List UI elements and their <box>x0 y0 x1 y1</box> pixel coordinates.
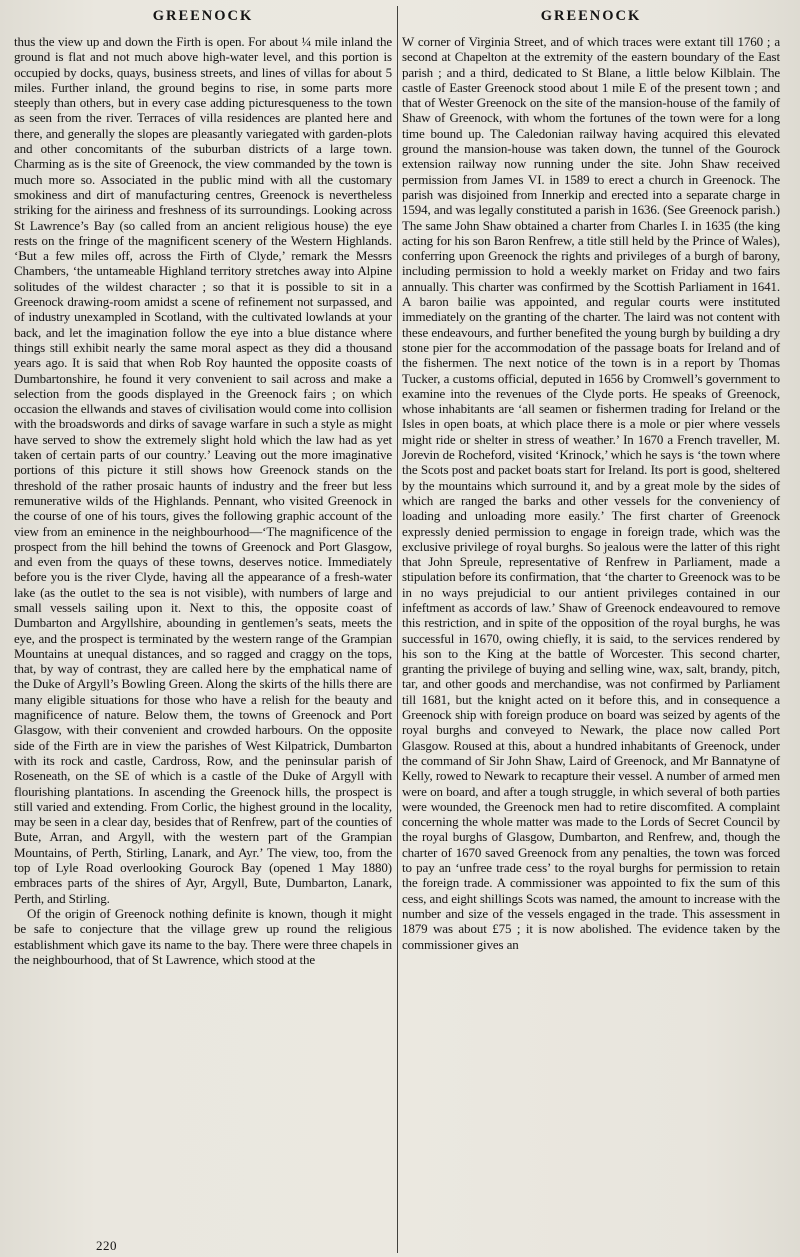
right-column <box>402 6 780 1253</box>
right-paragraph-continuation: W corner of Virginia Street, and of which traces were extant till 1760 ; a second at Chapelton at the extremity of the eastern boundary of the East parish ; and a third, dedicated to St Blane, a little below Kilblain. The castle of Easter Greenock stood about 1 mile E of the present town ; and that of Wester Greenock on the site of the mansion-house of the family of Shaw of Greenock, with whom the fortunes of the town were for a long time bound up. The Caledonian railway having acquired this elevated ground the mansion-house was taken down, the tunnel of the Gourock extension railway now running under the site. John Shaw received permission from James VI. in 1589 to erect a church in Greenock. The parish was disjoined from Innerkip and erected into a separate charge in 1594, and was legally constituted a parish in 1636. (See Greenock parish.) The same John Shaw obtained a charter from Charles I. in 1635 (the king acting for his son Baron Renfrew, a title still held by the Prince of Wales), conferring upon Greenock the rights and privileges of a burgh of barony, including permission to hold a weekly market on Friday and two fairs annually. This charter was confirmed by the Scottish Parliament in 1641. A baron bailie was appointed, and regular courts were instituted immediately on the granting of the charter. The laird was not content with these endeavours, and further benefited the young burgh by building a dry stone pier for the accommodation of the passage boats for Ireland and of the fishermen. The next notice of the town is in a report by Thomas Tucker, a customs official, deputed in 1656 by Cromwell’s government to examine into the revenues of the Clyde ports. He speaks of Greenock, whose inhabitants are ‘all seamen or fishermen trading for Ireland or the Isles in open boats, at which place there is a mole or pier where vessels might ride or shelter in stress of weather.’ In 1670 a French traveller, M. Jorevin de Rocheford, visited ‘Krinock,’ which he says is ‘the town where the Scots post and packet boats start for Ireland. Its port is good, sheltered by the mountains which surround it, and by a great mole by the sides of which are ranged the barks and other vessels for the conveniency of loading and unloading more easily.’ The first charter of Greenock expressly denied permission to engage in foreign trade, which was the exclusive privilege of royal burghs. So jealous were the latter of this right that John Spreule, representative of Renfrew in Parliament, made a stipulation before its confirmation, that ‘the charter to Greenock was to be in no ways prejudicial to our antient privileges contained in our infeftment as accords of law.’ Shaw of Greenock endeavoured to remove this restriction, and in spite of the opposition of the royal burghs, he was successful in 1670, owing chiefly, it is said, to the services rendered by his son to the King at the battle of Worcester. This second charter, granting the privilege of buying and selling wine, wax, salt, brandy, pitch, tar, and other goods and merchandise, was not confirmed by Parliament till 1681, but the knight acted on it before this, and in consequence a Greenock ship with foreign produce on board was seized by agents of the royal burghs and conveyed to Newark, the place now called Port Glasgow. Roused at this, about a hundred inhabitants of Greenock, under the command of Sir John Shaw, Laird of Greenock, and Mr Bannatyne of Kelly, rowed to Newark to recapture their vessel. A number of armed men were on board, and after a tough struggle, in which several of both parties were wounded, the Greenock men had to retire discomfited. A complaint concerning the whole matter was made to the Lords of Secret Council by the royal burghs of Glasgow, Dumbarton, and Renfrew, and, though the charter of 1670 saved Greenock from any penalties, the town was forced to pay an ‘unfree trade cess’ to the royal burghs for permission to retain the foreign trade. A commissioner was appointed to fix the sum of this cess, and eight shillings Scots was named, the amount to increase with the number and size of the vessels engaged in the trade. This assessment in 1879 was about £75 ; it is now abolished. The evidence taken by the commissioner gives an <box>402 34 780 952</box>
left-running-head: GREENOCK <box>152 8 254 24</box>
column-divider-rule <box>397 6 398 1253</box>
left-paragraph-origin-of-greenock: Of the origin of Greenock nothing definite is known, though it might be safe to conjecture that the village grew up round the religious establishment which gave its name to the bay. There were three chapels in the neighbourhood, that of St Lawrence, which stood at the <box>14 905 392 967</box>
page-number: 220 <box>96 1238 117 1253</box>
right-running-head: GREENOCK <box>540 8 642 24</box>
left-column <box>14 6 392 1253</box>
left-paragraph-continuation: thus the view up and down the Firth is open. For about ¼ mile inland the ground is flat and not much above high-water level, and this portion is occupied by docks, quays, business streets, and lines of villas for about 5 miles. Further inland, the ground begins to rise, in some parts more steeply than others, but in every case adding picturesqueness to the town as seen from the river. Terraces of villa residences are planted here and there, and generally the slopes are pleasantly variegated with garden-plots and other concomitants of the suburban districts of a large town. Charming as is the site of Greenock, the view commanded by the town is much more so. Associated in the public mind with all the customary smokiness and dirt of manufacturing centres, Greenock is nevertheless striking for the airiness and freshness of its surroundings. Looking across St Lawrence’s Bay (so called from an ancient religious house) the eye rests on the fringe of the magnificent scenery of the Western Highlands. ‘But a few miles off, across the Firth of Clyde,’ remark the Messrs Chambers, ‘the untameable Highland territory stretches away into Alpine solitudes of the wildest character ; so that it is possible to sit in a Greenock drawing-room amidst a scene of refinement not surpassed, and of industry unexampled in Scotland, with the cultivated lowlands at your back, and let the imagination follow the eye into a blue distance where things still exhibit nearly the same moral aspect as they did a thousand years ago. It is said that when Rob Roy haunted the opposite coasts of Dumbartonshire, he found it very convenient to sail across and make a selection from the goods displayed in the Greenock fairs ; on which occasion the ellwands and staves of civilisation would come into collision with the broadswords and dirks of savage warfare in such a style as might have served to show the extremely slight hold which the law had as yet taken of certain parts of our country.’ Leaving out the more imaginative portions of this picture it still shows how Greenock stands on the threshold of the rather prosaic haunts of industry and the freer but less remunerative wilds of the Highlands. Pennant, who visited Greenock in the course of one of his tours, gives the following graphic account of the view from an eminence in the neighbourhood—‘The magnificence of the prospect from the hill behind the towns of Greenock and Port Glasgow, and even from the quays of these towns, deserves notice. Immediately before you is the river Clyde, having all the appearance of a fresh-water lake (as the outlet to the sea is not visible), with numbers of large and small vessels sailing upon it. Next to this, the opposite coast of Dumbarton and Argyllshire, abounding in gentlemen’s seats, meets the eye, and the prospect is terminated by the western range of the Grampian Mountains at unequal distances, and so ragged and craggy on the tops, that, by way of contrast, they are called here by the emphatical name of the Duke of Argyll’s Bowling Green. Along the skirts of the hills there are many eligible situations for those who have a relish for the beauty and magnificence of nature. Below them, the towns of Greenock and Port Glasgow, with their convenient and crowded harbours. On the opposite side of the Firth are in view the parishes of West Kilpatrick, Dumbarton with its rock and castle, Cardross, Row, and the peninsular parish of Roseneath, on the SE of which is a castle of the Duke of Argyll with flourishing plantations. In ascending the Greenock hills, the prospect is still varied and extending. From Corlic, the highest ground in the locality, may be seen in a clear day, besides that of Renfrew, part of the counties of Bute, Arran, and Argyll, with the western part of the Grampian Mountains, of Perth, Stirling, Lanark, and Ayr.’ The view, too, from the top of Lyle Road overlooking Gourock Bay (opened 1 May 1880) embraces parts of the shires of Ayr, Argyll, Bute, Dumbarton, Lanark, Perth, and Stirling. <box>14 34 392 906</box>
page-columns <box>14 6 788 1253</box>
